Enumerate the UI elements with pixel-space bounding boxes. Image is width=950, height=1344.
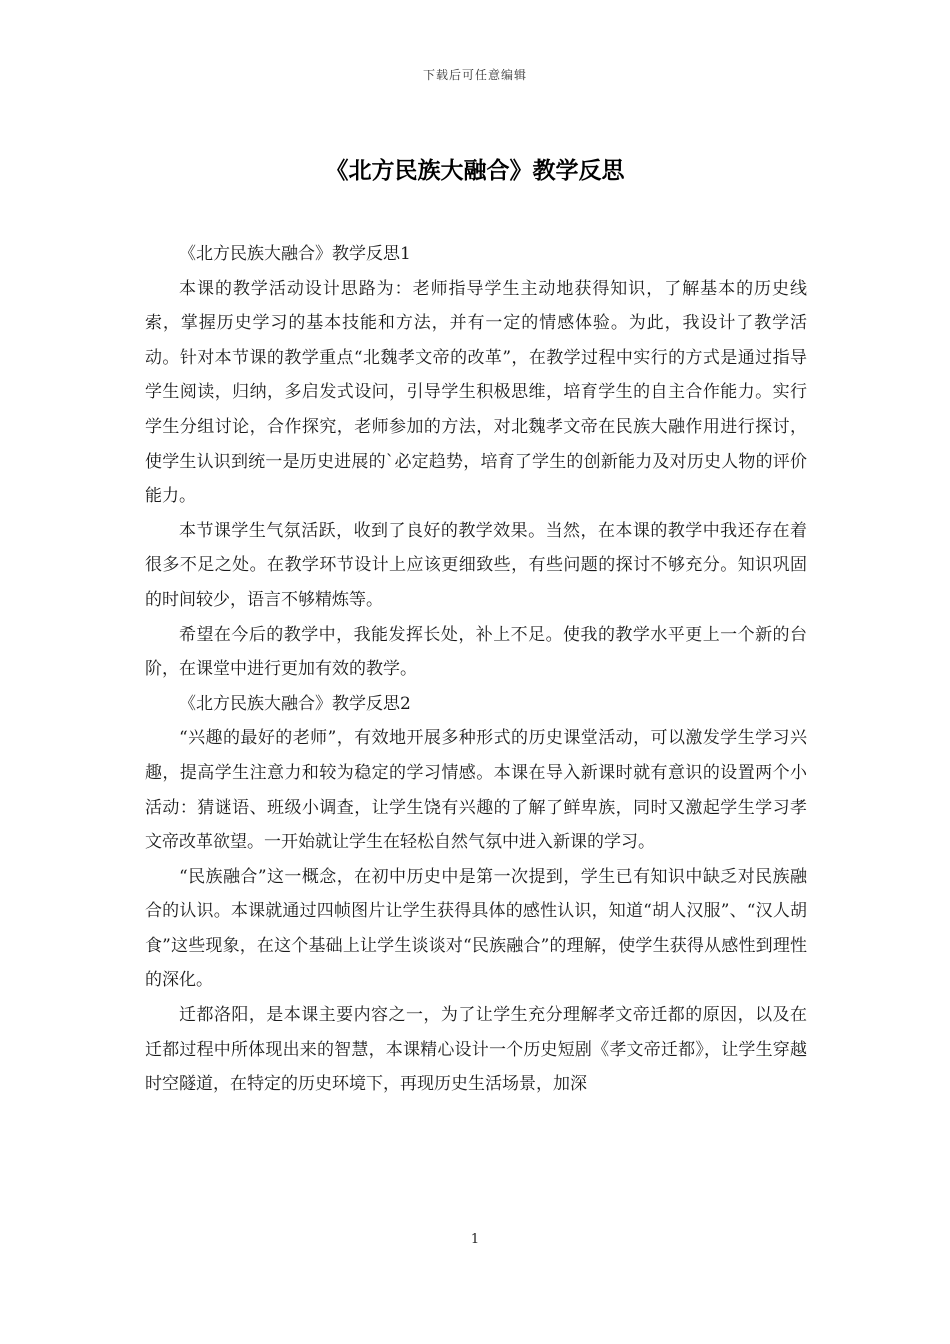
section-heading-2: 《北方民族大融合》教学反思2 <box>179 693 411 714</box>
paragraph: 本节课学生气氛活跃，收到了良好的教学效果。当然，在本课的教学中我还存在着很多不足之处。在教学环节设计上应该更细致些，有些问题的探讨不够充分。知识巩固的时间较少，语言不够精炼等。 <box>145 520 807 610</box>
page-header-note: 下载后可任意编辑 <box>422 68 527 82</box>
document-title: 《北方民族大融合》教学反思 <box>325 158 625 184</box>
paragraph: 迁都洛阳，是本课主要内容之一，为了让学生充分理解孝文帝迁都的原因，以及在迁都过程中所体现出来的智慧，本课精心设计一个历史短剧《孝文帝迁都》，让学生穿越时空隧道，在特定的历史环境下，再现历史生活场景，加深 <box>145 1005 807 1095</box>
paragraph: “兴趣的最好的老师”，有效地开展多种形式的历史课堂活动，可以激发学生学习兴趣，提高学生注意力和较为稳定的学习情感。本课在导入新课时就有意识的设置两个小活动：猜谜语、班级小调查，让学生饶有兴趣的了解了鲜卑族，同时又激起学生学习孝文帝改革欲望。一开始就让学生在轻松自然气氛中进入新课的学习。 <box>145 728 807 853</box>
paragraph: “民族融合”这一概念，在初中历史中是第一次提到，学生已有知识中缺乏对民族融合的认识。本课就通过四帧图片让学生获得具体的感性认识，知道“胡人汉服”、“汉人胡食”这些现象，在这个基础上让学生谈谈对“民族融合”的理解，使学生获得从感性到理性的深化。 <box>145 866 807 991</box>
section-heading-1: 《北方民族大融合》教学反思1 <box>179 244 411 264</box>
document-body <box>145 237 807 1102</box>
paragraph: 希望在今后的教学中，我能发挥长处，补上不足。使我的教学水平更上一个新的台阶，在课堂中进行更加有效的教学。 <box>145 624 807 680</box>
page-number: 1 <box>470 1232 480 1247</box>
paragraph: 本课的教学活动设计思路为：老师指导学生主动地获得知识，了解基本的历史线索，掌握历史学习的基本技能和方法，并有一定的情感体验。为此，我设计了教学活动。针对本节课的教学重点“北魏孝文帝的改革”，在教学过程中实行的方式是通过指导学生阅读，归纳，多启发式设问，引导学生积极思维，培育学生的自主合作能力。实行学生分组讨论，合作探究，老师参加的方法，对北魏孝文帝在民族大融作用进行探讨，使学生认识到统一是历史进展的`必定趋势，培育了学生的创新能力及对历史人物的评价能力。 <box>145 278 807 507</box>
